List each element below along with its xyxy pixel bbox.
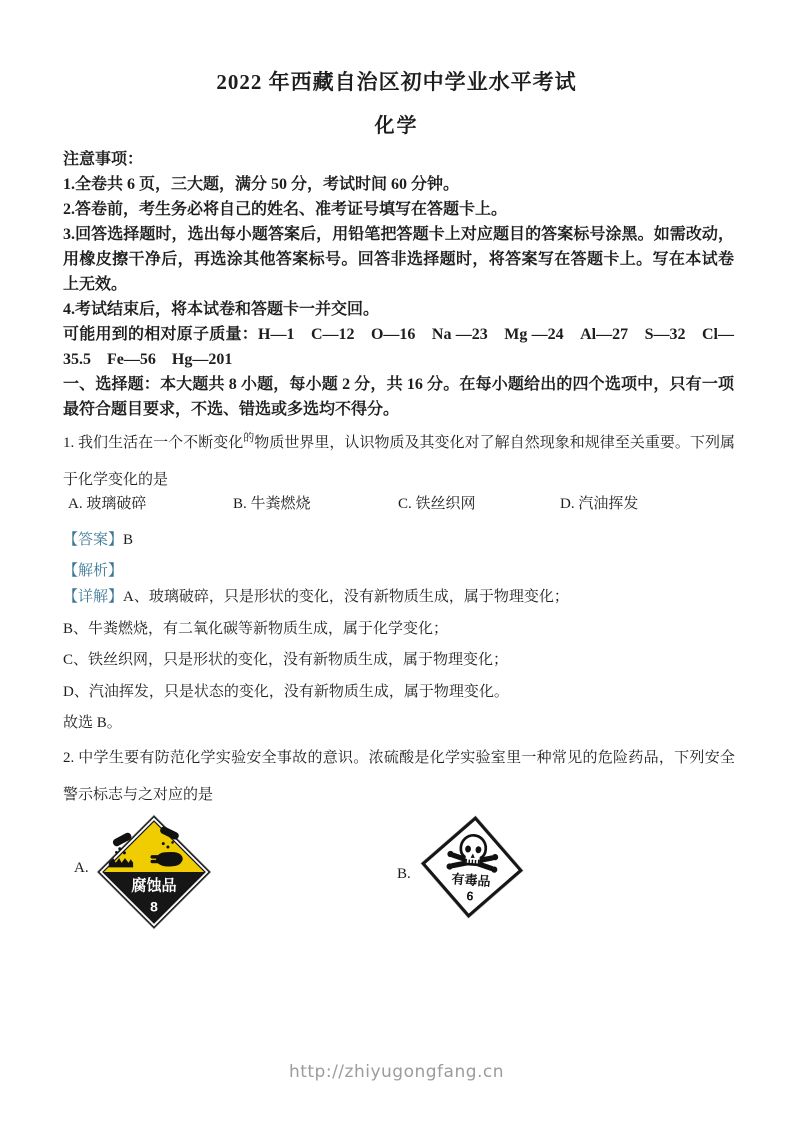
- diamond-border: [420, 815, 524, 919]
- option-d-label: D.: [560, 496, 575, 512]
- detail-conclusion: 故选 B。: [63, 715, 122, 732]
- detail-tag: 【详解】: [63, 589, 124, 605]
- question-1-option-b: [233, 492, 311, 513]
- question-1-stem-before: 1. 我们生活在一个不断变化: [63, 435, 244, 451]
- option-d-text: 汽油挥发: [578, 496, 639, 512]
- question-1-stem-after: 物质世界里，认识物质及其变化对了解自然现象和规律至关重要。下列属于化学变化的是: [63, 435, 735, 488]
- detail-section: [63, 582, 735, 740]
- question-2-stem: 2. 中学生要有防范化学实验安全事故的意识。浓硫酸是化学实验室里一种常见的危险药品，下列安全警示标志与之对应的是: [63, 750, 735, 803]
- corrosive-class-number: 8: [150, 898, 158, 915]
- answer-line: [63, 528, 133, 549]
- toxic-hazard-sign: [416, 811, 527, 922]
- option-c-label: C.: [398, 496, 412, 512]
- detail-line-b: B、牛粪燃烧，有二氧化碳等新物质生成，属于化学变化；: [63, 620, 449, 637]
- question-1-stem-superscript: 的: [243, 432, 255, 444]
- exam-title: 2022 年西藏自治区初中学业水平考试: [216, 70, 577, 94]
- corrosive-sign-text: 腐蚀品: [131, 877, 177, 895]
- detail-line-d: D、汽油挥发，只是状态的变化，没有新物质生成，属于物理变化。: [63, 683, 509, 700]
- question-1-option-a: [68, 492, 146, 513]
- option-a-label: A.: [68, 496, 83, 512]
- notice-item-2: 2.答卷前，考生务必将自己的姓名、准考证号填写在答题卡上。: [63, 201, 508, 218]
- option-b-text: 牛粪燃烧: [250, 496, 311, 512]
- question-1-stem: [63, 420, 735, 499]
- detail-text-a: A、玻璃破碎，只是形状的变化，没有新物质生成，属于物理变化；: [123, 589, 569, 605]
- toxic-class-number: 6: [466, 888, 474, 904]
- question-2-option-b-label: B.: [397, 866, 411, 882]
- question-1-option-d: [560, 492, 638, 513]
- question-1-option-c: [398, 492, 476, 513]
- option-c-text: 铁丝织网: [415, 496, 476, 512]
- detail-line-c: C、铁丝织网，只是形状的变化，没有新物质生成，属于物理变化；: [63, 652, 509, 669]
- exam-subject: 化学: [374, 115, 419, 137]
- notice-item-4: 4.考试结束后，将本试卷和答题卡一并交回。: [63, 301, 380, 318]
- atomic-masses-line: 可能用到的相对原子质量：H—1 C—12 O—16 Na —23 Mg —24 Al—27 S—32 Cl—35.5 Fe—56 Hg—201: [63, 326, 734, 368]
- notice-item-3: 3.回答选择题时，选出每小题答案后，用铅笔把答题卡上对应题目的答案标号涂黑。如需改动，用橡皮擦干净后，再选涂其他答案标号。回答非选择题时，将答案写在答题卡上。写在本试卷上无效。: [63, 226, 734, 293]
- notice-item-1: 1.全卷共 6 页，三大题，满分 50 分，考试时间 60 分钟。: [63, 176, 460, 193]
- section-one-heading: 一、选择题：本大题共 8 小题，每小题 2 分，共 16 分。在每小题给出的四个选项中，只有一项最符合题目要求，不选、错选或多选均不得分。: [63, 376, 734, 418]
- question-2-option-a-label: A.: [74, 860, 89, 876]
- corrosive-hazard-sign: [96, 814, 212, 930]
- notice-heading: 注意事项：: [63, 151, 144, 168]
- answer-value: B: [123, 532, 134, 548]
- option-b-label: B.: [233, 496, 247, 512]
- detail-line-a: [63, 582, 735, 614]
- option-a-text: 玻璃破碎: [86, 496, 147, 512]
- question-1-options-row: [63, 492, 735, 524]
- notice-section: [63, 147, 734, 422]
- toxic-sign-text: 有毒品: [451, 871, 492, 889]
- analysis-tag: 【解析】: [63, 563, 124, 579]
- watermark-url: http://zhiyugongfang.cn: [288, 1062, 505, 1082]
- answer-tag: 【答案】: [63, 532, 124, 548]
- analysis-line: [63, 559, 123, 580]
